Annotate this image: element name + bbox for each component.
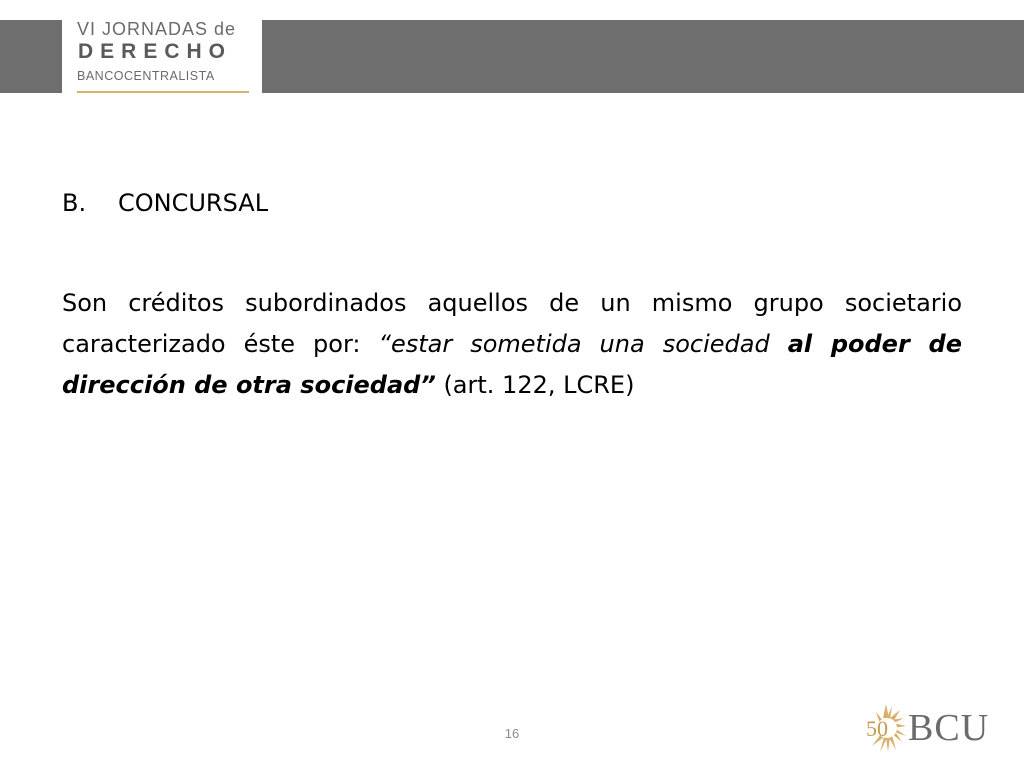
page-number: 16: [504, 726, 520, 741]
event-logo-subtitle: BANCOCENTRALISTA: [77, 69, 215, 83]
section-heading: [62, 189, 268, 217]
event-logo: [62, 13, 262, 95]
paragraph-citation: (art. 122, LCRE): [435, 371, 635, 399]
bcu-logo: [862, 700, 1002, 756]
section-heading-text: CONCURSAL: [118, 189, 269, 217]
bcu-sun-icon: [862, 700, 908, 756]
event-logo-rule: [77, 91, 249, 93]
paragraph-intro: Son créditos subordinados aquellos de un mismo grupo societario caracterizado éste por:: [62, 289, 962, 358]
section-heading-marker: B.: [62, 189, 87, 217]
bcu-logo-text: BCU: [908, 707, 990, 749]
paragraph-quote-bold: al poder de dirección de otra sociedad”: [62, 330, 962, 399]
bcu-logo-mark: 50: [866, 716, 888, 741]
body-paragraph: [62, 283, 962, 406]
paragraph-quote-italic: “estar sometida una sociedad: [378, 330, 788, 358]
event-logo-title: VI JORNADAS de: [77, 19, 237, 39]
event-logo-subject: DERECHO: [78, 40, 233, 63]
